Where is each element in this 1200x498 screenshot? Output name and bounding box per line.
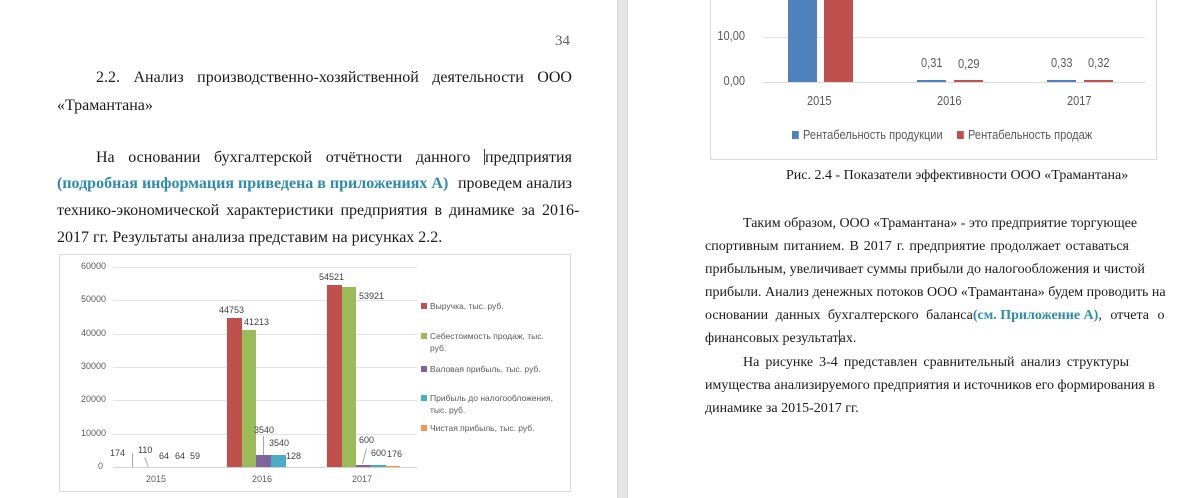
gridline [113,367,417,368]
x-tick-label: 2017 [352,474,373,484]
gridline [113,267,417,268]
y-tick-label: 10,00 [717,28,745,43]
legend-swatch [421,425,427,431]
legend-label: Валовая прибыль, тыс. руб. [430,364,541,374]
x-tick-label: 2016 [937,93,962,108]
leader-line [144,457,148,467]
bar-revenue-2016 [227,318,242,467]
bar-gross-2017 [356,465,371,467]
data-label: 110 [138,445,153,455]
word: основании [128,149,201,166]
y-tick-label: 0,00 [723,73,745,88]
legend-label: Себестоимость продаж, тыс. руб. [430,331,544,353]
word: На [96,149,115,166]
x-tick-label: 2015 [146,474,167,484]
legend-item-cost [421,330,566,354]
data-label: 64 [175,451,186,461]
gridline [763,37,1145,38]
legend-item-sales-profitability [957,127,1092,142]
leader-line [132,453,133,467]
data-label: 41213 [244,317,270,327]
data-label: 44753 [219,305,245,315]
word-with-cursor [484,148,572,168]
y-tick-label: 50000 [80,294,106,304]
text: основании данных бухгалтерского баланса [705,308,973,323]
text: финансовых результат [705,331,839,346]
y-tick-label: 10000 [80,428,106,438]
legend-swatch [421,303,427,309]
x-tick-label: 2016 [252,474,273,484]
leader-line [362,448,367,464]
legend-swatch [957,131,964,139]
heading-word: ООО [537,69,572,86]
bar-gross-2016 [256,455,271,467]
legend-label: Прибыль до налогообложения, тыс. руб. [430,393,553,415]
text-with-link [973,306,1165,326]
x-tick-label: 2017 [1067,93,1092,108]
figure-caption: Рис. 2.4 - Показатели эффективности ООО «Трамантана» [786,168,1129,183]
paragraph-line [96,148,572,168]
legend-label: Чистая прибыль, тыс. руб. [430,423,535,433]
x-tick-label: 2015 [807,93,832,108]
paragraph-line: спортивным питанием. В 2017 г. предприятие продолжает оставаться [705,239,1129,254]
legend-swatch [421,366,427,372]
text: проведем анализ [457,175,572,192]
word: предприятия [484,149,572,166]
gridline [113,400,417,401]
data-label: 174 [110,448,126,458]
legend-label: Рентабельность продаж [968,127,1093,142]
paragraph-line [705,306,1165,326]
legend-item-product-profitability [792,127,943,142]
data-label: 3540 [254,425,275,435]
paragraph-line [705,329,856,349]
data-label: 0,31 [921,55,943,70]
legend-swatch [421,333,427,339]
appendix-link[interactable]: (подробная информация приведена в приложениях А) [57,175,449,192]
bar-product-profitability-2017 [1047,80,1076,82]
heading-word: деятельности [432,69,524,86]
bar-sales-profitability-2016 [954,80,983,82]
data-label: 54521 [319,272,345,282]
paragraph-line: прибыльным, увеличивает суммы прибыли до налогообложения и чистой [705,262,1145,277]
legend-item-gross [421,363,566,375]
section-heading-line2: «Трамантана» [57,97,153,114]
data-label: 3540 [269,438,290,448]
appendix-link[interactable]: (см. Приложение А) [972,308,1099,323]
data-label: 0,33 [1051,55,1073,70]
bar-pretax-2016 [271,455,286,467]
data-label: 176 [387,449,403,459]
bar-cost-2017 [342,287,356,467]
legend-label: Рентабельность продукции [803,127,943,142]
x-axis-line [763,82,1145,83]
text: , отчета о [1098,308,1165,323]
paragraph-line: Таким образом, ООО «Трамантана» - это предприятие торгующее [743,216,1138,231]
data-label: 59 [190,451,201,461]
x-axis-line [113,467,417,468]
document-page-right [628,0,1200,498]
paragraph-line: прибыли. Анализ денежных потоков ООО «Трамантана» будем проводить на [705,285,1166,300]
bar-revenue-2017 [327,285,342,467]
page-gap [617,0,628,498]
paragraph-line: динамике за 2015-2017 гг. [705,401,859,416]
heading-word: производственно-хозяйственной [197,69,419,86]
bar-product-profitability-2015 [788,0,817,82]
legend-item-pretax [421,392,566,416]
data-label: 0,29 [958,56,980,71]
data-label: 600 [359,435,375,445]
y-tick-label: 40000 [80,328,106,338]
legend-item-net [421,422,566,434]
bar-sales-profitability-2017 [1084,80,1113,82]
heading-word: Анализ [133,69,184,86]
paragraph-line: На рисунке 3-4 представлен сравнительный анализ структуры [743,355,1129,370]
bar-pretax-2017 [371,465,386,467]
financial-results-chart [59,254,571,492]
section-heading-line1 [96,68,572,88]
page-number: 34 [555,33,570,49]
y-tick-label: 20000 [80,394,106,404]
bar-cost-2016 [242,330,256,467]
heading-word: 2.2. [96,69,120,86]
y-tick-label: 0 [97,461,103,471]
y-tick-label: 60000 [80,261,106,271]
paragraph-line [57,174,572,194]
data-label: 64 [159,451,170,461]
gridline [113,334,417,335]
legend-item-revenue [421,300,566,312]
word: отчётности [325,149,403,166]
data-label: 53921 [359,291,385,301]
legend-label: Выручка, тыс. руб. [430,301,504,311]
word: данного [415,149,471,166]
legend-swatch [421,395,427,401]
y-tick-label: 30000 [80,361,106,371]
data-label: 0,32 [1088,55,1110,70]
text: ах. [839,331,857,346]
data-label: 600 [371,448,387,458]
bar-sales-profitability-2015 [824,0,853,82]
efficiency-indicators-chart [710,0,1157,160]
data-label: 128 [286,451,302,461]
paragraph-line: технико-экономической характеристики предприятия в динамике за 2016- [57,202,580,219]
bar-product-profitability-2016 [917,80,946,82]
word: бухгалтерской [214,149,313,166]
leader-line [263,436,264,455]
paragraph-line: 2017 гг. Результаты анализа представим на рисунках 2.2. [57,229,443,246]
legend-swatch [792,131,799,139]
bar-net-2017 [386,466,400,467]
paragraph-line: имущества анализируемого предприятия и источников его формирования в [705,378,1155,393]
